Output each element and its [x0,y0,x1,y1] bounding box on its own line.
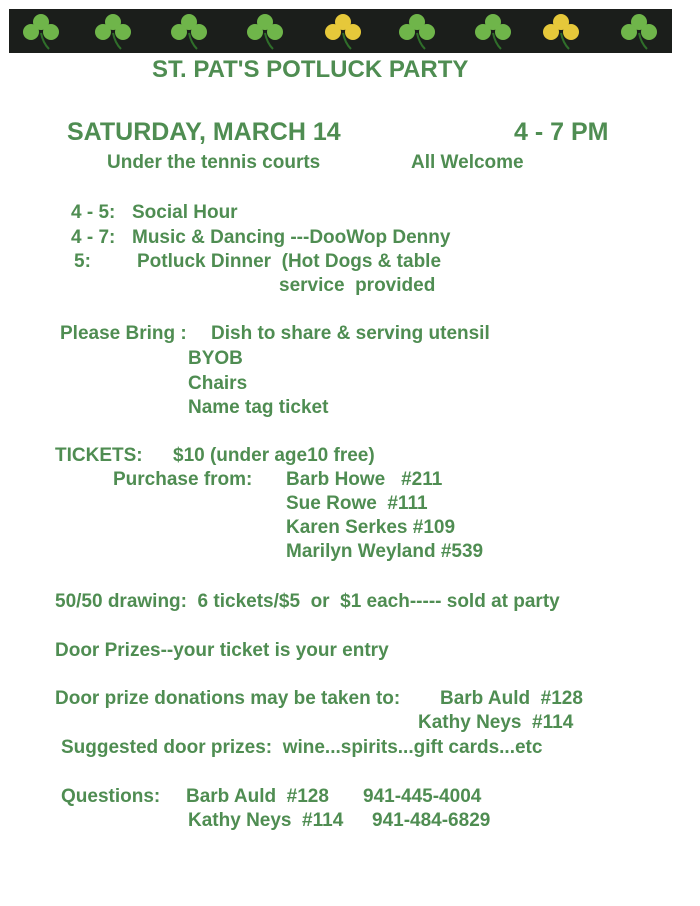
schedule-time: 4 - 5: [71,202,116,223]
event-time: 4 - 7 PM [514,118,609,146]
bring-label: Please Bring : [60,323,187,344]
tickets-label: TICKETS: [55,445,143,466]
ticket-seller: Sue Rowe #111 [286,493,428,514]
drawing-info: 50/50 drawing: 6 tickets/$5 or $1 each----- sold at party [55,591,560,612]
ticket-seller: Barb Howe #211 [286,469,443,490]
suggested-prizes: Suggested door prizes: wine...spirits...gift cards...etc [61,737,543,758]
ticket-seller: Marilyn Weyland #539 [286,541,484,562]
welcome-note: All Welcome [411,152,524,173]
shamrock-icon [243,11,287,51]
purchase-label: Purchase from: [113,469,253,490]
donations-text: Door prize donations may be taken to: [55,688,401,709]
ticket-seller: Karen Serkes #109 [286,517,456,538]
shamrock-icon [19,11,63,51]
bring-item: Dish to share & serving utensil [211,323,490,344]
donation-contact: Barb Auld #128 [440,688,583,709]
schedule-time: 5: [74,251,91,272]
bring-item: BYOB [188,348,243,369]
contact-phone: 941-484-6829 [372,810,491,831]
schedule-desc: Social Hour [132,202,238,223]
shamrock-icon [321,11,365,51]
schedule-desc-continued: service provided [279,275,436,296]
shamrock-icon [617,11,661,51]
shamrock-icon [539,11,583,51]
shamrock-icon [395,11,439,51]
shamrock-icon [167,11,211,51]
shamrock-icon [91,11,135,51]
ticket-price: $10 (under age10 free) [173,445,375,466]
contact-name: Kathy Neys #114 [188,810,344,831]
contact-name: Barb Auld #128 [186,786,329,807]
event-location: Under the tennis courts [107,152,321,173]
questions-label: Questions: [61,786,161,807]
schedule-time: 4 - 7: [71,227,116,248]
shamrock-icon [471,11,515,51]
bring-item: Chairs [188,373,248,394]
event-date: SATURDAY, MARCH 14 [67,118,341,146]
page-title: ST. PAT'S POTLUCK PARTY [152,56,469,83]
schedule-desc: Music & Dancing ---DooWop Denny [132,227,451,248]
schedule-desc: Potluck Dinner (Hot Dogs & table [137,251,442,272]
contact-phone: 941-445-4004 [363,786,482,807]
donation-contact: Kathy Neys #114 [418,712,574,733]
shamrock-banner [9,9,672,53]
bring-item: Name tag ticket [188,397,329,418]
door-prizes-info: Door Prizes--your ticket is your entry [55,640,389,661]
